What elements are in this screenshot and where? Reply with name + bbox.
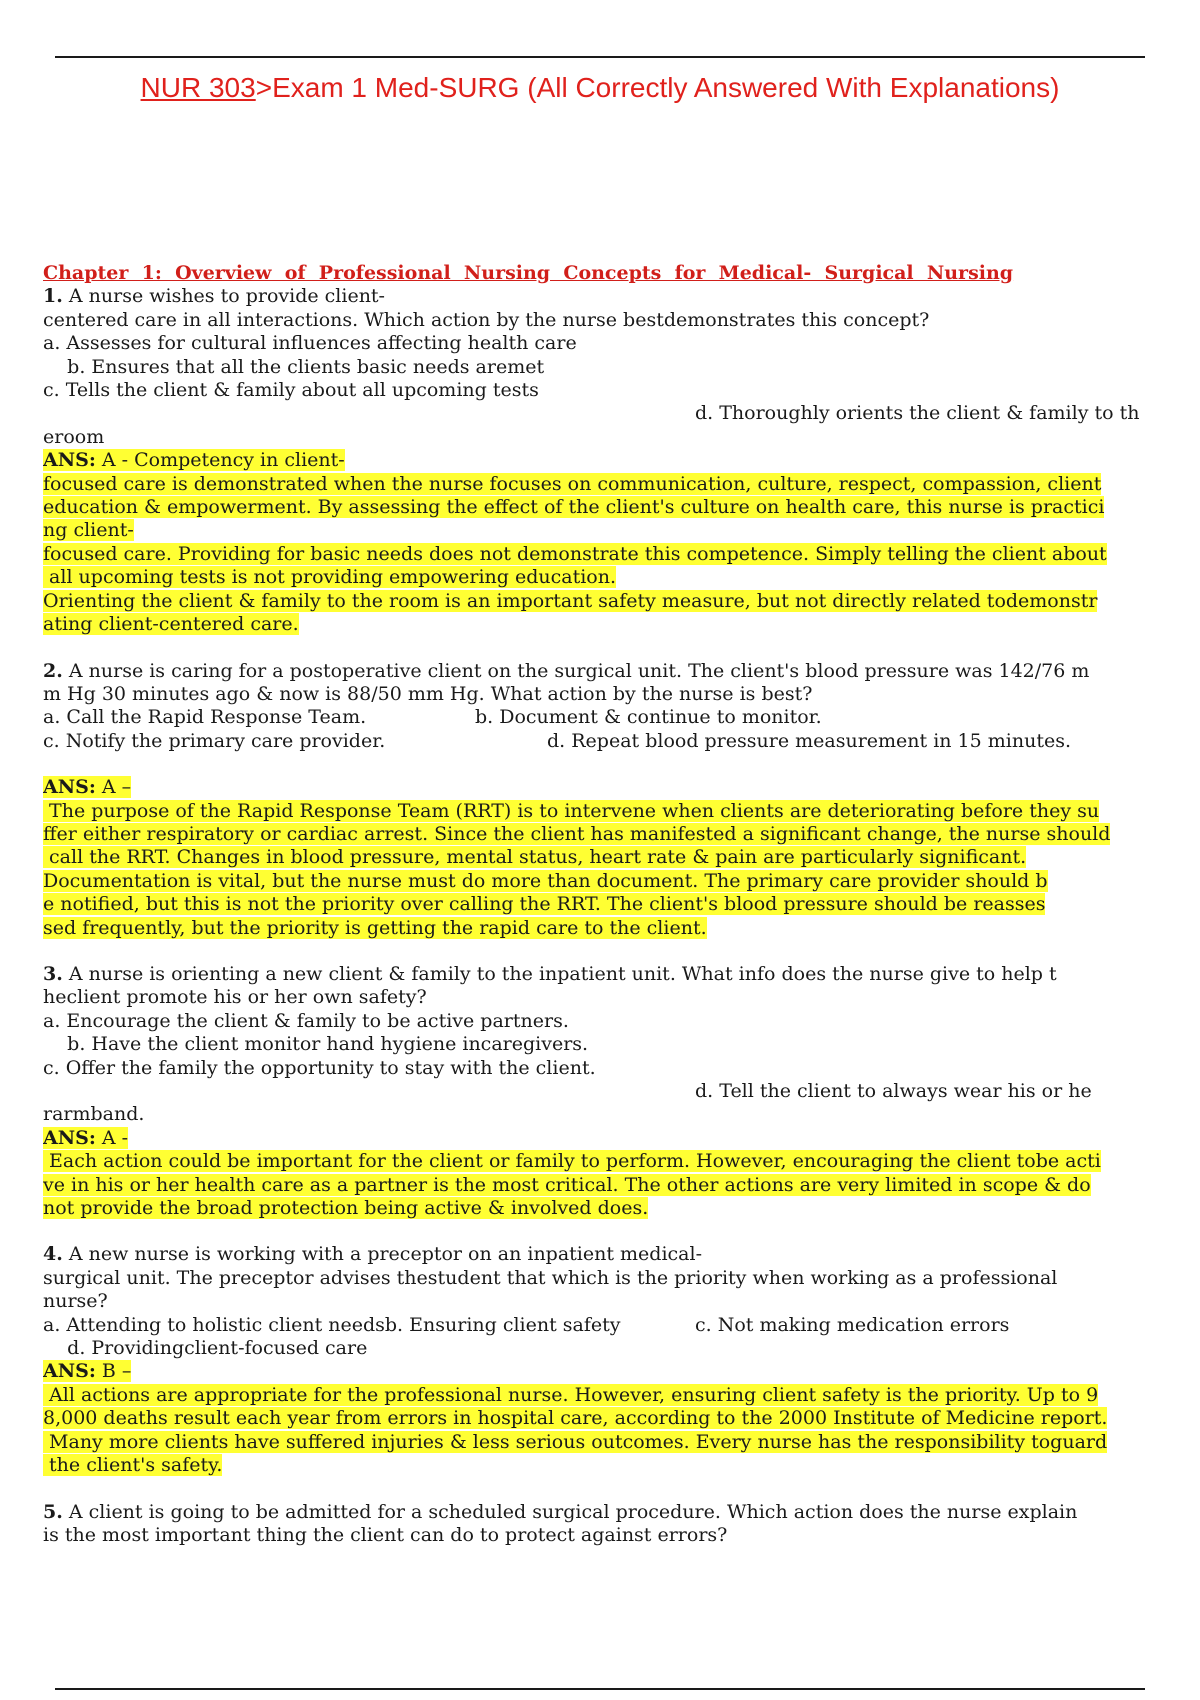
question-stem: nurse?: [43, 1290, 108, 1313]
option-b: b. Document & continue to monitor.: [475, 706, 822, 729]
explanation-line: focused care is demonstrated when the nurse focuses on communication, culture, respect, compassion, client: [43, 472, 1102, 495]
option-c: c. Offer the family the opportunity to stay with the client.: [43, 1056, 596, 1079]
explanation-line: ffer either respiratory or cardiac arrest. Since the client has manifested a significant change, the nurse should: [43, 822, 1111, 845]
explanation-line: The purpose of the Rapid Response Team (RRT) is to intervene when clients are deteriorating before they su: [43, 799, 1100, 822]
options-row: [43, 706, 1171, 729]
option-b: b. Have the client monitor hand hygiene incaregivers.: [43, 1033, 589, 1056]
explanation-line: sed frequently, but the priority is getting the rapid care to the client.: [43, 916, 707, 939]
option-c: c. Tells the client & family about all upcoming tests: [43, 379, 539, 402]
question-stem: 3. A nurse is orienting a new client & family to the inpatient unit. What info does the nurse give to help t: [43, 962, 1057, 985]
explanation-line: Documentation is vital, but the nurse must do more than document. The primary care provider should b: [43, 869, 1048, 892]
explanation-line: not provide the broad protection being active & involved does.: [43, 1197, 649, 1220]
question-2: [43, 660, 1171, 940]
explanation-line: 8,000 deaths result each year from errors in hospital care, according to the 2000 Institute of Medicine report.: [43, 1407, 1108, 1430]
question-5: [43, 1501, 1171, 1548]
explanation-line: Each action could be important for the client or family to perform. However, encouraging the client tobe acti: [43, 1150, 1101, 1173]
top-rule: [55, 56, 1145, 58]
options-row: [43, 1314, 1171, 1337]
explanation-line: Orienting the client & family to the room is an important safety measure, but not directly related todemonstr: [43, 589, 1098, 612]
question-4: [43, 1243, 1171, 1477]
answer-label: ANS: B –: [43, 1360, 132, 1383]
question-stem: 5. A client is going to be admitted for a scheduled surgical procedure. Which action does the nurse explain: [43, 1500, 1078, 1523]
option-a: a. Call the Rapid Response Team.: [43, 706, 367, 729]
bottom-rule: [55, 1688, 1145, 1690]
explanation-line: Many more clients have suffered injuries & less serious outcomes. Every nurse has the responsibility toguard: [43, 1430, 1108, 1453]
option-a-b: a. Attending to holistic client needsb. Ensuring client safety: [43, 1313, 621, 1336]
question-1: [43, 285, 1171, 636]
option-d: d. Thoroughly orients the client & family to th: [695, 402, 1140, 425]
question-stem: heclient promote his or her own safety?: [43, 986, 427, 1009]
explanation-line: ng client-: [43, 519, 134, 542]
option-b: b. Ensures that all the clients basic needs aremet: [43, 355, 545, 378]
answer-label: ANS: A - Competency in client-: [43, 449, 345, 472]
option-d: d. Repeat blood pressure measurement in 15 minutes.: [547, 729, 1071, 752]
page-title: [0, 72, 1200, 104]
question-stem: centered care in all interactions. Which action by the nurse bestdemonstrates this concept?: [43, 308, 930, 331]
explanation-line: All actions are appropriate for the professional nurse. However, ensuring client safety is the priority. Up to 9: [43, 1383, 1099, 1406]
option-d-continued: rarmband.: [43, 1103, 145, 1126]
answer-label: ANS: A –: [43, 776, 132, 799]
explanation-line: ve in his or her health care as a partner is the most critical. The other actions are very limited in scope & do: [43, 1173, 1091, 1196]
option-c: c. Notify the primary care provider.: [43, 729, 386, 752]
explanation-line: call the RRT. Changes in blood pressure, mental status, heart rate & pain are particularly significant.: [43, 846, 1027, 869]
answer-label: ANS: A -: [43, 1126, 129, 1149]
course-code: NUR 303: [140, 72, 256, 103]
explanation-line: all upcoming tests is not providing empowering education.: [43, 566, 617, 589]
explanation-line: focused care. Providing for basic needs does not demonstrate this competence. Simply telling the client about: [43, 542, 1107, 565]
question-stem: 2. A nurse is caring for a postoperative client on the surgical unit. The client's blood pressure was 142/76 m: [43, 659, 1090, 682]
option-c: c. Not making medication errors: [695, 1313, 1010, 1336]
document-body: [43, 262, 1171, 1547]
question-stem: surgical unit. The preceptor advises thestudent that which is the priority when working as a professional: [43, 1266, 1058, 1289]
explanation-line: the client's safety.: [43, 1454, 223, 1477]
option-d-continued: eroom: [43, 425, 105, 448]
option-a: a. Assesses for cultural influences affecting health care: [43, 332, 577, 355]
option-d: d. Tell the client to always wear his or he: [695, 1080, 1092, 1102]
question-stem: is the most important thing the client can do to protect against errors?: [43, 1523, 728, 1546]
option-d: d. Providingclient-focused care: [43, 1337, 368, 1360]
explanation-line: ating client-centered care.: [43, 613, 299, 636]
option-a: a. Encourage the client & family to be active partners.: [43, 1009, 569, 1032]
question-stem: 1. A nurse wishes to provide client-: [43, 285, 385, 308]
question-stem: m Hg 30 minutes ago & now is 88/50 mm Hg. What action by the nurse is best?: [43, 682, 813, 705]
explanation-line: e notified, but this is not the priority over calling the RRT. The client's blood pressure should be reasses: [43, 893, 1046, 916]
question-stem: 4. A new nurse is working with a preceptor on an inpatient medical-: [43, 1243, 703, 1266]
question-3: [43, 963, 1171, 1220]
explanation-line: education & empowerment. By assessing the effect of the client's culture on health care, this nurse is practici: [43, 496, 1105, 519]
chapter-heading: Chapter 1: Overview of Professional Nursing Concepts for Medical- Surgical Nursing: [43, 262, 1014, 284]
title-text: >Exam 1 Med-SURG (All Correctly Answered With Explanations): [255, 72, 1060, 103]
options-row: [43, 730, 1171, 753]
